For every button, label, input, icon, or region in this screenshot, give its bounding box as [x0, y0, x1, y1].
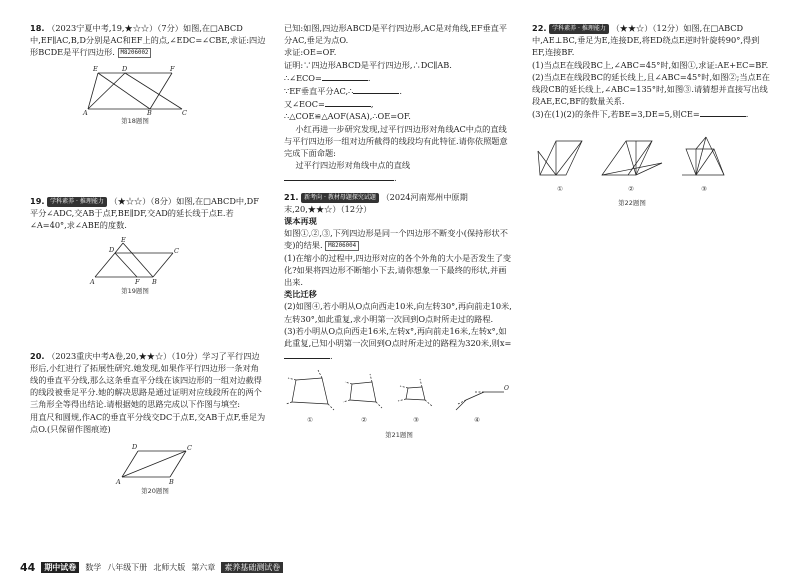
point-label: C: [187, 444, 192, 453]
point-label: C: [182, 108, 187, 115]
column-left: [30, 22, 267, 497]
question-number: 18.: [30, 23, 45, 33]
question-22: [532, 22, 772, 59]
point-label: B: [147, 108, 152, 115]
question-source: （★☆☆）（8分）: [109, 195, 177, 206]
question-tag: 新考向 · 教材母题探究试题: [301, 193, 379, 203]
figure-18: [70, 63, 267, 127]
question-19: [30, 195, 267, 232]
question-text: 如图,在□ABCD中,EF∥AC,B,D分别是AC和EF上的点,∠EDC=∠CBE,求证:四边形BCDE是平行四边形.: [30, 23, 266, 58]
figure-panel: [444, 370, 510, 426]
question-tag: 学科素养 · 推理能力: [549, 24, 609, 34]
sub-question-3: (3)在(1)(2)的条件下,若BE=3,DE=5,则CE= .: [532, 109, 749, 120]
question-number: 19.: [30, 195, 45, 206]
point-label: E: [93, 64, 98, 73]
section-heading: 课本再现: [284, 216, 317, 227]
figure-caption: 第18题图: [121, 116, 149, 125]
answer-blank[interactable]: [322, 71, 368, 81]
parallelogram-figure: [596, 133, 666, 183]
edition-label: 北师大版: [153, 563, 186, 572]
sub-question-2: (2)如图④,若小明从O点向西走10米,向左转30°,再向前走10米,左转30°,如此重复,求小明第一次回到O点时所走过的路程.: [284, 301, 512, 324]
answer-blank[interactable]: [284, 349, 330, 359]
figure-caption: 第19题图: [121, 287, 149, 296]
point-label: D: [132, 443, 138, 452]
figure-panel: [392, 370, 440, 426]
parallelogram-figure: [85, 235, 185, 285]
question-18: [30, 22, 267, 59]
grade-label: 八年级下册: [107, 563, 148, 572]
subject-label: 数学: [85, 563, 102, 572]
prove-text: 求证:OE=OF.: [284, 47, 337, 58]
point-label: A: [90, 278, 95, 286]
sub-question-text: (3)若小明从O点向西走16米,左转x°,再向前走16米,左转x°,如此重复,已知小明第一次回到O点时所走过的路程为320米,则x=: [284, 325, 512, 349]
quadrilateral-figure: [340, 370, 388, 414]
proof-text: ∴∠ECO=: [284, 72, 322, 83]
question-number: 22.: [532, 23, 547, 33]
point-label: E: [121, 236, 126, 245]
figure-label: ③: [413, 416, 419, 425]
point-label: C: [174, 247, 179, 256]
answer-blank[interactable]: [700, 107, 746, 117]
page-number: 44: [20, 561, 36, 574]
chapter-label: 第六章: [191, 563, 216, 572]
question-21: [284, 191, 514, 215]
point-label: B: [152, 278, 157, 286]
point-label: D: [109, 246, 115, 255]
question-source: （2024河南郑州中原期末,20,★★☆）（12分）: [284, 191, 468, 214]
figure-caption: 第21题图: [385, 430, 413, 439]
brand-label: 期中试卷: [41, 562, 79, 573]
figure-caption: 第22题图: [618, 198, 646, 207]
question-text: 学习了平行四边形后,小红进行了拓展性研究.她发现,如果作平行四边形一条对角线的垂直平分线,那么这条垂直平分线在该四边形的一组对边截得的线段被垂足平分.她的解决思路是通过证明对应线段所在的两个三角形全等得出结论.请根据她的思路完成以下作图与填空:: [30, 350, 262, 410]
figure-panel: [674, 133, 734, 195]
question-number: 21.: [284, 191, 299, 202]
figure-label: ②: [361, 416, 367, 425]
point-label: A: [83, 108, 88, 115]
parallelogram-figure: [674, 133, 734, 183]
question-text-body: 如图①,②,③,下列四边形是同一个四边形不断变小(保持形状不变)的结果.: [284, 228, 508, 251]
figure-label: ③: [701, 184, 707, 193]
proof-text: ∵EF垂直平分AC,∴: [284, 86, 354, 97]
proof-text: 又∠EOC=: [284, 99, 325, 110]
question-code: M8206004: [325, 241, 359, 251]
column-middle: [284, 22, 514, 441]
proof-line: ∵EF垂直平分AC,∴ .: [284, 86, 402, 97]
question-20-task: 用直尺和圆规,作AC的垂直平分线交DC于点E,交AB于点F,垂足为点O.(只保留作图痕迹): [30, 411, 266, 434]
question-text: [284, 227, 514, 251]
question-text: 如图,在□ABCD中,AE⊥BC,垂足为E,连接DE,将ED绕点E逆时针旋转90°,得到EF,连接BF.: [532, 23, 760, 58]
parallelogram-figure: [70, 63, 200, 115]
figure-label: ①: [307, 416, 313, 425]
page-footer: [20, 561, 283, 574]
question-20: [30, 350, 267, 411]
figure-22: [532, 133, 772, 195]
answer-blank[interactable]: [353, 84, 399, 94]
section-heading: 类比迁移: [284, 289, 317, 300]
figure-panel: [340, 370, 388, 426]
question-source: （2023重庆中考A卷,20,★★☆）（10分）: [47, 350, 203, 361]
proof-line: ∴∠ECO= .: [284, 72, 371, 83]
proof-line: ∴△COE≌△AOF(ASA),∴OE=OF.: [284, 111, 411, 122]
question-code: M8206002: [118, 48, 152, 58]
figure-label: ④: [474, 416, 480, 425]
figure-21: [284, 370, 514, 426]
further-text: 小红再进一步研究发现,过平行四边形对角线AC中点的直线与平行四边形一组对边所截得的线段均有此特征.请你依照题意完成下面命题:: [284, 123, 508, 159]
parallelogram-figure: [110, 441, 200, 485]
figure-label: ①: [557, 184, 563, 193]
figure-panel: [532, 133, 588, 195]
figure-panel: [596, 133, 666, 195]
point-label: D: [122, 64, 128, 73]
figure-20: [110, 441, 267, 497]
point-label: A: [116, 478, 121, 486]
question-tag: 学科素养 · 推理能力: [47, 197, 107, 207]
sub-question-3: (3)若小明从O点向西走16米,左转x°,再向前走16米,左转x°,如此重复,已知小明第一次回到O点时所走过的路程为320米,则x=.: [284, 325, 512, 362]
conclusion-text: 过平行四边形对角线中点的直线: [295, 160, 411, 171]
question-source: （2023宁夏中考,19,★☆☆）（7分）: [47, 23, 183, 33]
proof-line: 又∠EOC= ,: [284, 99, 374, 110]
figure-caption: 第20题图: [141, 487, 169, 496]
point-label: F: [135, 278, 140, 286]
answer-blank[interactable]: [325, 97, 371, 107]
column-right: [532, 22, 772, 209]
question-text: 如图,在□ABCD中,DF平分∠ADC,交AB于点F,BE∥DF,交AD的延长线于点E.若∠A=40°,求∠ABE的度数.: [30, 195, 259, 231]
given-text: 已知:如图,四边形ABCD是平行四边形,AC是对角线,EF垂直平分AC,垂足为点O.: [284, 23, 508, 46]
point-label: F: [170, 64, 175, 73]
question-number: 20.: [30, 350, 45, 361]
test-title: 素养基础测试卷: [221, 562, 283, 573]
path-figure: [444, 370, 510, 414]
question-source: （★★☆）（12分）: [611, 23, 684, 33]
figure-panel: [284, 370, 336, 426]
quadrilateral-figure: [284, 370, 336, 414]
svg-text:O: O: [504, 385, 509, 393]
parallelogram-figure: [532, 133, 588, 183]
sub-question-1: (1)在缩小的过程中,四边形对应的各个外角的大小是否发生了变化?如果将四边形不断缩小下去,请你想象一下最终的形状,并画出来.: [284, 252, 512, 288]
sub-question-1: (1)当点E在线段BC上,∠ABC=45°时,如图①,求证:AE+EC=BF.: [532, 59, 769, 70]
answer-blank[interactable]: [284, 171, 394, 181]
point-label: B: [169, 478, 174, 486]
conclusion-line: 过平行四边形对角线中点的直线.: [284, 159, 514, 184]
proof-line: 证明:∵四边形ABCD是平行四边形,∴DC∥AB.: [284, 59, 452, 70]
figure-19: [85, 235, 267, 297]
sub-question-text: (3)在(1)(2)的条件下,若BE=3,DE=5,则CE=: [532, 109, 700, 120]
figure-label: ②: [628, 184, 634, 193]
quadrilateral-figure: [392, 370, 440, 414]
sub-question-2: (2)当点E在线段BC的延长线上,且∠ABC=45°时,如图②;当点E在线段CB的延长线上,∠ABC=135°时,如图③.请猜想并直接写出线段AE,EC,BF的数量关系.: [532, 71, 770, 107]
